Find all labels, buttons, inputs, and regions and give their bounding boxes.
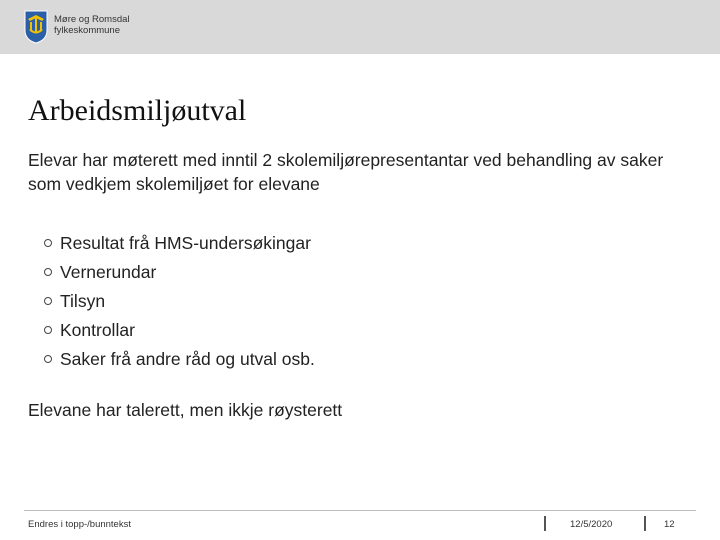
circle-bullet-icon — [44, 268, 52, 276]
footer-divider — [24, 510, 696, 511]
footer-separator — [644, 516, 646, 531]
list-item-text: Resultat frå HMS-undersøkingar — [60, 233, 311, 253]
list-item-text: Vernerundar — [60, 262, 157, 282]
closing-paragraph: Elevane har talerett, men ikkje røysterett — [28, 400, 343, 420]
list-item-text: Saker frå andre råd og utval osb. — [60, 349, 315, 369]
list-item — [44, 258, 315, 287]
circle-bullet-icon — [44, 355, 52, 363]
circle-bullet-icon — [44, 326, 52, 334]
footer-separator — [544, 516, 546, 531]
intro-paragraph: Elevar har møterett med inntil 2 skolemiljørepresentantar ved behandling av saker som vedkjem skolemiljøet for elevane — [28, 150, 664, 194]
coat-of-arms-icon — [24, 10, 48, 44]
slide-title: Arbeidsmiljøutval — [28, 94, 247, 127]
org-name-line2: fylkeskommune — [54, 25, 120, 36]
footer-date: 12/5/2020 — [570, 519, 613, 530]
header-band — [0, 0, 720, 54]
list-item-text: Kontrollar — [60, 320, 135, 340]
org-name — [54, 14, 130, 36]
footer-text: Endres i topp-/bunntekst — [28, 519, 131, 530]
circle-bullet-icon — [44, 239, 52, 247]
list-item — [44, 287, 315, 316]
circle-bullet-icon — [44, 297, 52, 305]
list-item-text: Tilsyn — [60, 291, 106, 311]
page-number: 12 — [664, 519, 675, 530]
list-item — [44, 316, 315, 345]
bullet-list — [44, 229, 315, 374]
list-item — [44, 229, 315, 258]
org-name-line1: Møre og Romsdal — [54, 14, 130, 25]
list-item — [44, 345, 315, 374]
